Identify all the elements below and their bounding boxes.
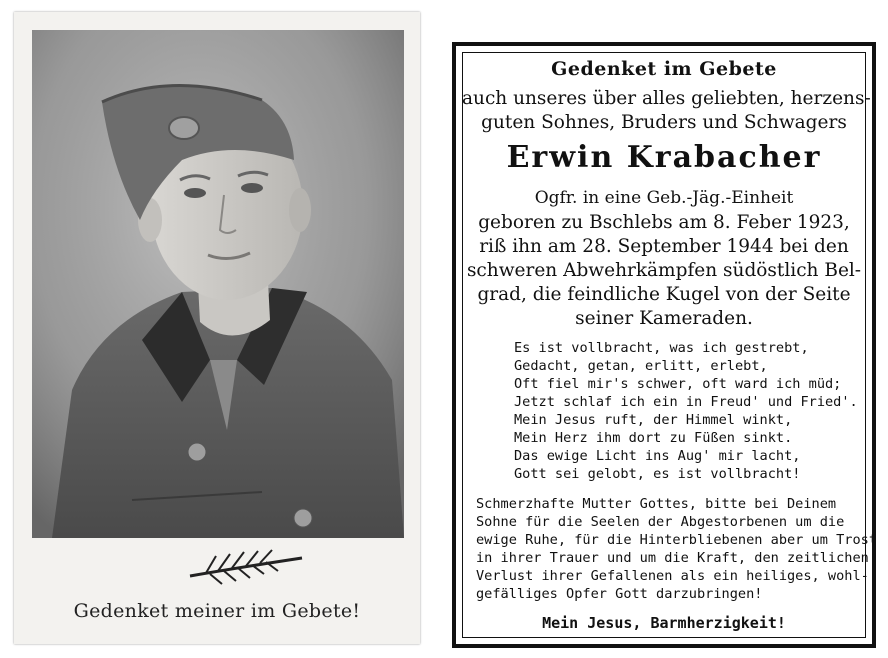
poem-line: Jetzt schlaf ich ein in Freud' und Fried'. [514,394,858,410]
bio-line: riß ihn am 28. September 1944 bei den [479,236,849,257]
prayer-line: gefälliges Opfer Gott darzubringen! [476,586,763,602]
poem-line: Oft fiel mir's schwer, oft ward ich müd; [514,376,842,392]
memorial-card-text-side [438,12,882,652]
poem-line: Gedacht, getan, erlitt, erlebt, [514,358,768,374]
intro-line: guten Sohnes, Bruders und Schwagers [481,112,847,133]
prayer-line: Schmerzhafte Mutter Gottes, bitte bei Deinem [476,496,837,512]
bio-line: schweren Abwehrkämpfen südöstlich Bel- [466,260,862,281]
closing-invocation: Mein Jesus, Barmherzigkeit! [542,614,786,632]
soldier-portrait-illustration [32,30,404,538]
poem-line: Mein Herz ihm dort zu Füßen sinkt. [514,430,793,446]
prayer-line: Sohne für die Seelen der Abgestorbenen um die [476,514,845,530]
portrait-photo [32,30,404,538]
military-rank: Ogfr. in eine Geb.-Jäg.-Einheit [534,188,794,208]
card-heading: Gedenket im Gebete [551,58,777,80]
prayer-line: ewige Ruhe, für die Hinterbliebenen aber um Trost [476,532,878,548]
bio-line: seiner Kameraden. [575,308,753,329]
poem-line: Es ist vollbracht, was ich gestrebt, [514,340,809,356]
prayer-line: Verlust ihrer Gefallenen als ein heiliges, wohl- [476,568,869,584]
poem-line: Gott sei gelobt, es ist vollbracht! [514,466,801,482]
prayer-line: in ihrer Trauer und um die Kraft, den zeitlichen [476,550,869,566]
palm-branch-icon [186,546,306,586]
intro-line: auch unseres über alles geliebten, herzens- [462,88,871,109]
bio-line: grad, die feindliche Kugel von der Seite [477,284,851,305]
left-caption: Gedenket meiner im Gebete! [73,600,361,622]
poem-line: Mein Jesus ruft, der Himmel winkt, [514,412,793,428]
memorial-card-photo-side [14,12,420,644]
bio-line: geboren zu Bschlebs am 8. Feber 1923, [478,212,850,233]
poem-line: Das ewige Licht ins Aug' mir lacht, [514,448,801,464]
deceased-name: Erwin Krabacher [506,140,822,175]
